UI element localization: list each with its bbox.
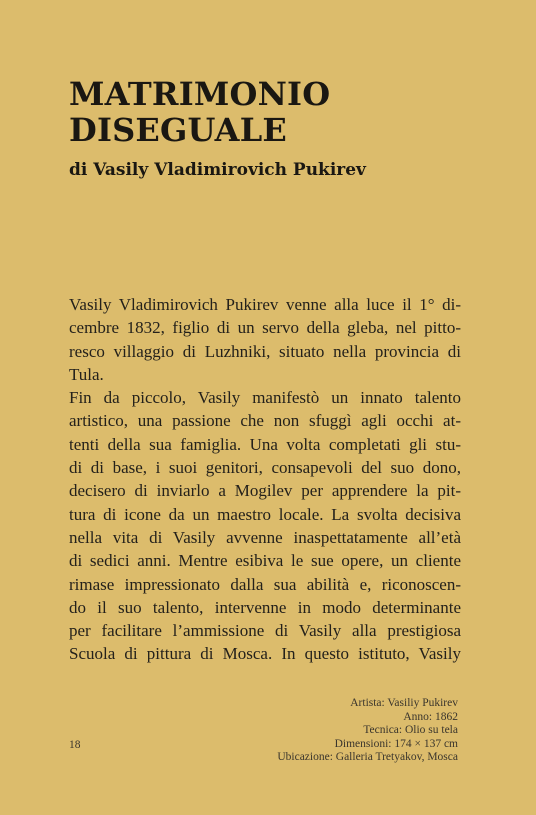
body-line: do il suo talento, intervenne in modo determinante [69, 597, 461, 617]
body-line: tenti della sua famiglia. Una volta completati gli stu- [69, 434, 461, 454]
chapter-subtitle: di Vasily Vladimirovich Pukirev [69, 160, 366, 180]
caption-year: Anno: 1862 [403, 710, 458, 723]
body-line: di di base, i suoi genitori, consapevoli del suo dono, [69, 458, 461, 478]
caption-dimensions: Dimensioni: 174 × 137 cm [334, 737, 458, 750]
chapter-title-line-1: MATRIMONIO [69, 75, 331, 113]
body-line: cembre 1832, figlio di un servo della gleba, nel pitto- [69, 318, 461, 338]
body-line: Vasily Vladimirovich Pukirev venne alla luce il 1° di- [69, 295, 461, 314]
body-line: di sedici anni. Mentre esibiva le sue opere, un cliente [69, 551, 461, 571]
body-line: Tula. [69, 364, 104, 384]
page-number: 18 [69, 739, 81, 751]
body-line: Fin da piccolo, Vasily manifestò un innato talento [69, 388, 461, 408]
body-line: decisero di inviarlo a Mogilev per apprendere la pit- [69, 481, 461, 501]
body-line: nella vita di Vasily avvenne inaspettatamente all’età [69, 527, 461, 547]
caption-technique: Tecnica: Olio su tela [363, 724, 458, 737]
body-line: rimase impressionato dalla sua abilità e, riconoscen- [69, 574, 461, 594]
caption-artist: Artista: Vasiliy Pukirev [350, 697, 458, 709]
artwork-caption [218, 697, 458, 765]
body-text [69, 293, 461, 666]
body-line: artistico, una passione che non sfuggì agli occhi at- [69, 411, 461, 431]
body-line: resco villaggio di Luzhniki, situato nella provincia di [69, 341, 461, 361]
chapter-title-line-2: DISEGUALE [69, 111, 287, 149]
body-line: per facilitare l’ammissione di Vasily alla prestigiosa [69, 621, 461, 641]
chapter-title [69, 76, 489, 148]
body-line: Scuola di pittura di Mosca. In questo istituto, Vasily [69, 644, 461, 664]
body-line: tura di icone da un maestro locale. La svolta decisiva [69, 504, 461, 524]
caption-location: Ubicazione: Galleria Tretyakov, Mosca [277, 751, 458, 764]
